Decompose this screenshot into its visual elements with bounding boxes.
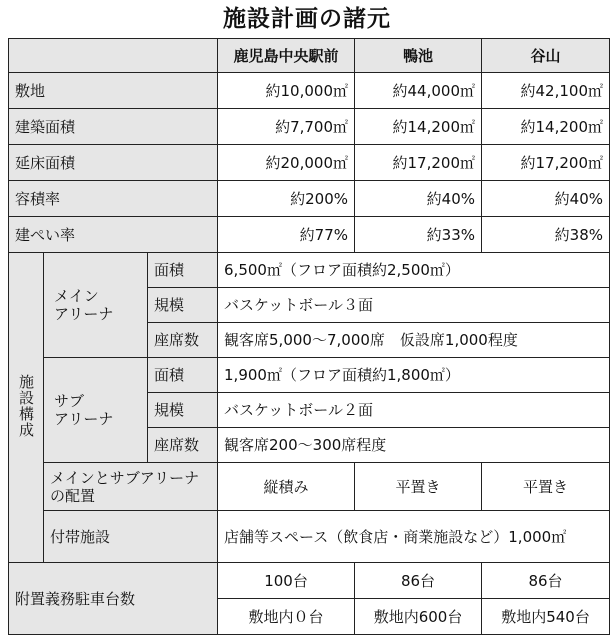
table-row bbox=[9, 463, 610, 511]
cell-value: 約77% bbox=[218, 217, 355, 253]
column-header-taniyama: 谷山 bbox=[482, 39, 610, 73]
main-scale-label: 規模 bbox=[148, 288, 218, 323]
sub-scale-value: バスケットボール２面 bbox=[218, 393, 610, 428]
row-label-floor-area-ratio: 容積率 bbox=[9, 181, 218, 217]
main-area-label: 面積 bbox=[148, 253, 218, 288]
cell-value: 約44,000㎡ bbox=[355, 73, 482, 109]
header-row bbox=[9, 39, 610, 73]
row-label-floor-area: 延床面積 bbox=[9, 145, 218, 181]
cell-value: 敷地内540台 bbox=[482, 599, 610, 635]
main-scale-value: バスケットボール３面 bbox=[218, 288, 610, 323]
cell-value: 約42,100㎡ bbox=[482, 73, 610, 109]
table-row bbox=[9, 511, 610, 563]
main-area-value: 6,500㎡（フロア面積約2,500㎡） bbox=[218, 253, 610, 288]
cell-value: 縦積み bbox=[218, 463, 355, 511]
cell-value: 敷地内600台 bbox=[355, 599, 482, 635]
table-row bbox=[9, 217, 610, 253]
ancillary-label: 付帯施設 bbox=[44, 511, 218, 563]
table-row bbox=[9, 181, 610, 217]
facility-group-text: 施設構成 bbox=[17, 373, 35, 438]
cell-value: 約10,000㎡ bbox=[218, 73, 355, 109]
cell-value: 約20,000㎡ bbox=[218, 145, 355, 181]
header-corner bbox=[9, 39, 218, 73]
cell-value: 敷地内０台 bbox=[218, 599, 355, 635]
cell-value: 約40% bbox=[355, 181, 482, 217]
cell-value: 約200% bbox=[218, 181, 355, 217]
main-seats-label: 座席数 bbox=[148, 323, 218, 358]
cell-value: 約38% bbox=[482, 217, 610, 253]
page-title: 施設計画の諸元 bbox=[223, 6, 391, 32]
table-row bbox=[9, 145, 610, 181]
sub-scale-label: 規模 bbox=[148, 393, 218, 428]
cell-value: 100台 bbox=[218, 563, 355, 599]
sub-seats-label: 座席数 bbox=[148, 428, 218, 463]
cell-value: 約17,200㎡ bbox=[482, 145, 610, 181]
cell-value: 平置き bbox=[355, 463, 482, 511]
ancillary-value: 店舗等スペース（飲食店・商業施設など）1,000㎡ bbox=[218, 511, 610, 563]
parking-label: 附置義務駐車台数 bbox=[9, 563, 218, 635]
table-row bbox=[9, 563, 610, 599]
sub-arena-label: サブ アリーナ bbox=[44, 358, 148, 463]
row-label-building-area: 建築面積 bbox=[9, 109, 218, 145]
sub-seats-value: 観客席200〜300席程度 bbox=[218, 428, 610, 463]
facility-group-label bbox=[9, 253, 44, 563]
cell-value: 約14,200㎡ bbox=[482, 109, 610, 145]
cell-value: 約7,700㎡ bbox=[218, 109, 355, 145]
cell-value: 約14,200㎡ bbox=[355, 109, 482, 145]
cell-value: 平置き bbox=[482, 463, 610, 511]
sub-area-label: 面積 bbox=[148, 358, 218, 393]
row-label-coverage-ratio: 建ぺい率 bbox=[9, 217, 218, 253]
spec-table bbox=[8, 38, 610, 635]
table-row bbox=[9, 358, 610, 393]
cell-value: 約33% bbox=[355, 217, 482, 253]
table-row bbox=[9, 253, 610, 288]
cell-value: 約40% bbox=[482, 181, 610, 217]
cell-value: 86台 bbox=[355, 563, 482, 599]
column-header-kamoike: 鴨池 bbox=[355, 39, 482, 73]
main-arena-label: メイン アリーナ bbox=[44, 253, 148, 358]
row-label-site: 敷地 bbox=[9, 73, 218, 109]
arena-layout-label: メインとサブアリーナの配置 bbox=[44, 463, 218, 511]
column-header-kagoshima-chuo: 鹿児島中央駅前 bbox=[218, 39, 355, 73]
sub-area-value: 1,900㎡（フロア面積約1,800㎡） bbox=[218, 358, 610, 393]
cell-value: 86台 bbox=[482, 563, 610, 599]
cell-value: 約17,200㎡ bbox=[355, 145, 482, 181]
table-row bbox=[9, 109, 610, 145]
main-seats-value: 観客席5,000〜7,000席 仮設席1,000程度 bbox=[218, 323, 610, 358]
table-row bbox=[9, 73, 610, 109]
